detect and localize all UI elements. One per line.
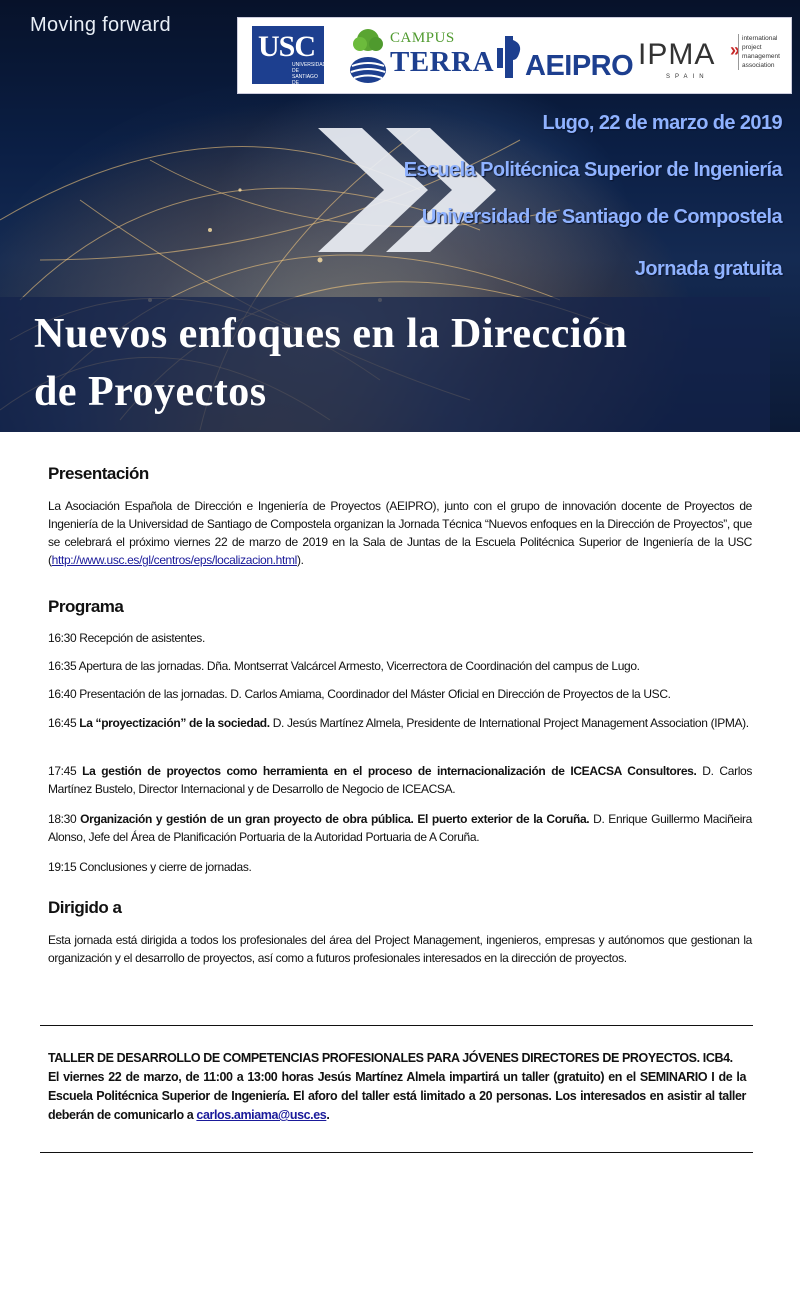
- programa-heading: Programa: [48, 597, 124, 616]
- sponsor-logos: [237, 17, 792, 94]
- divider-top: [40, 1025, 753, 1026]
- taller-text: El viernes 22 de marzo, de 11:00 a 13:00 horas Jesús Martínez Almela impartirá un taller (gratuito) en el SEMINARIO I de la Escuela Politécnica Superior de Ingeniería. El aforo del taller está limitado a 20 personas. Los interesados en asistir al taller deberán de comunicarlo a carlos.amiama@usc.es.: [48, 1070, 746, 1122]
- program-item: 16:45 La “proyectización” de la sociedad. D. Jesús Martínez Almela, Presidente de International Project Management Association (IPMA).: [48, 716, 749, 730]
- tree-icon: [346, 26, 390, 86]
- event-school: Escuela Politécnica Superior de Ingeniería: [403, 159, 782, 181]
- header-banner: [0, 0, 800, 432]
- campus-terra-logo: CAMPUS TERRA: [346, 24, 496, 88]
- aeipro-mark-icon: [495, 34, 523, 80]
- program-item: 16:30 Recepción de asistentes.: [48, 631, 205, 645]
- contact-email-link[interactable]: carlos.amiama@usc.es: [196, 1108, 327, 1122]
- program-item: 16:35 Apertura de las jornadas. Dña. Montserrat Valcárcel Armesto, Vicerrectora de Coordinación del campus de Lugo.: [48, 659, 640, 673]
- tagline: Moving forward: [30, 14, 171, 36]
- program-item: 17:45 La gestión de proyectos como herramienta en el proceso de internacionalización de ICEACSA Consultores. D. Carlos Martínez Bustelo, Director Internacional y de Desarrollo de Negocio de ICEACSA.: [48, 764, 753, 796]
- event-university: Universidad de Santiago de Compostela: [421, 206, 782, 228]
- location-link[interactable]: http://www.usc.es/gl/centros/eps/localizacion.html: [51, 553, 297, 567]
- program-item: 18:30 Organización y gestión de un gran proyecto de obra pública. El puerto exterior de la Coruña. D. Enrique Guillermo Maciñeira Alonso, Jefe del Área de Planificación Portuaria de la Autoridad Portuaria de A Coruña.: [48, 812, 753, 844]
- usc-logo: USC UNIVERSIDADE DE SANTIAGO DE COMPOSTELA: [252, 26, 324, 84]
- program-item: 19:15 Conclusiones y cierre de jornadas.: [48, 860, 252, 874]
- dirigido-text: Esta jornada está dirigida a todos los profesionales del área del Project Management, ingenieros, empresas y autónomos que gestionan la organización y el desarrollo de proyectos, así como a futuros profesionales interesados en la dirección de proyectos.: [48, 933, 752, 965]
- taller-title: TALLER DE DESARROLLO DE COMPETENCIAS PROFESIONALES PARA JÓVENES DIRECTORES DE PROYECTOS. ICB4.: [48, 1051, 733, 1065]
- taller-box: [48, 1049, 746, 1125]
- ipma-logo: IPMA » SPAIN international project management association: [636, 26, 786, 86]
- aeipro-logo: AEIPRO: [491, 32, 631, 84]
- dirigido-heading: Dirigido a: [48, 898, 122, 917]
- event-free-label: Jornada gratuita: [634, 258, 782, 280]
- presentacion-heading: Presentación: [48, 464, 149, 483]
- presentacion-text: La Asociación Española de Dirección e Ingeniería de Proyectos (AEIPRO), junto con el grupo de innovación docente de Proyectos de Ingeniería de la Universidad de Santiago de Compostela organizan la Jornada Técnica “Nuevos enfoques en la Dirección de Proyectos”, que se celebrará el próximo viernes 22 de marzo de 2019 en la Sala de Juntas de la Escuela Politécnica Superior de Ingeniería de la USC (http://www.usc.es/gl/centros/eps/localizacion.html).: [48, 499, 752, 567]
- divider-bottom: [40, 1152, 753, 1153]
- program-item: 16:40 Presentación de las jornadas. D. Carlos Amiama, Coordinador del Máster Oficial en Dirección de Proyectos de la USC.: [48, 687, 671, 701]
- page-title: Nuevos enfoques en la Dirección de Proyectos: [34, 311, 628, 415]
- event-date: Lugo, 22 de marzo de 2019: [542, 112, 782, 134]
